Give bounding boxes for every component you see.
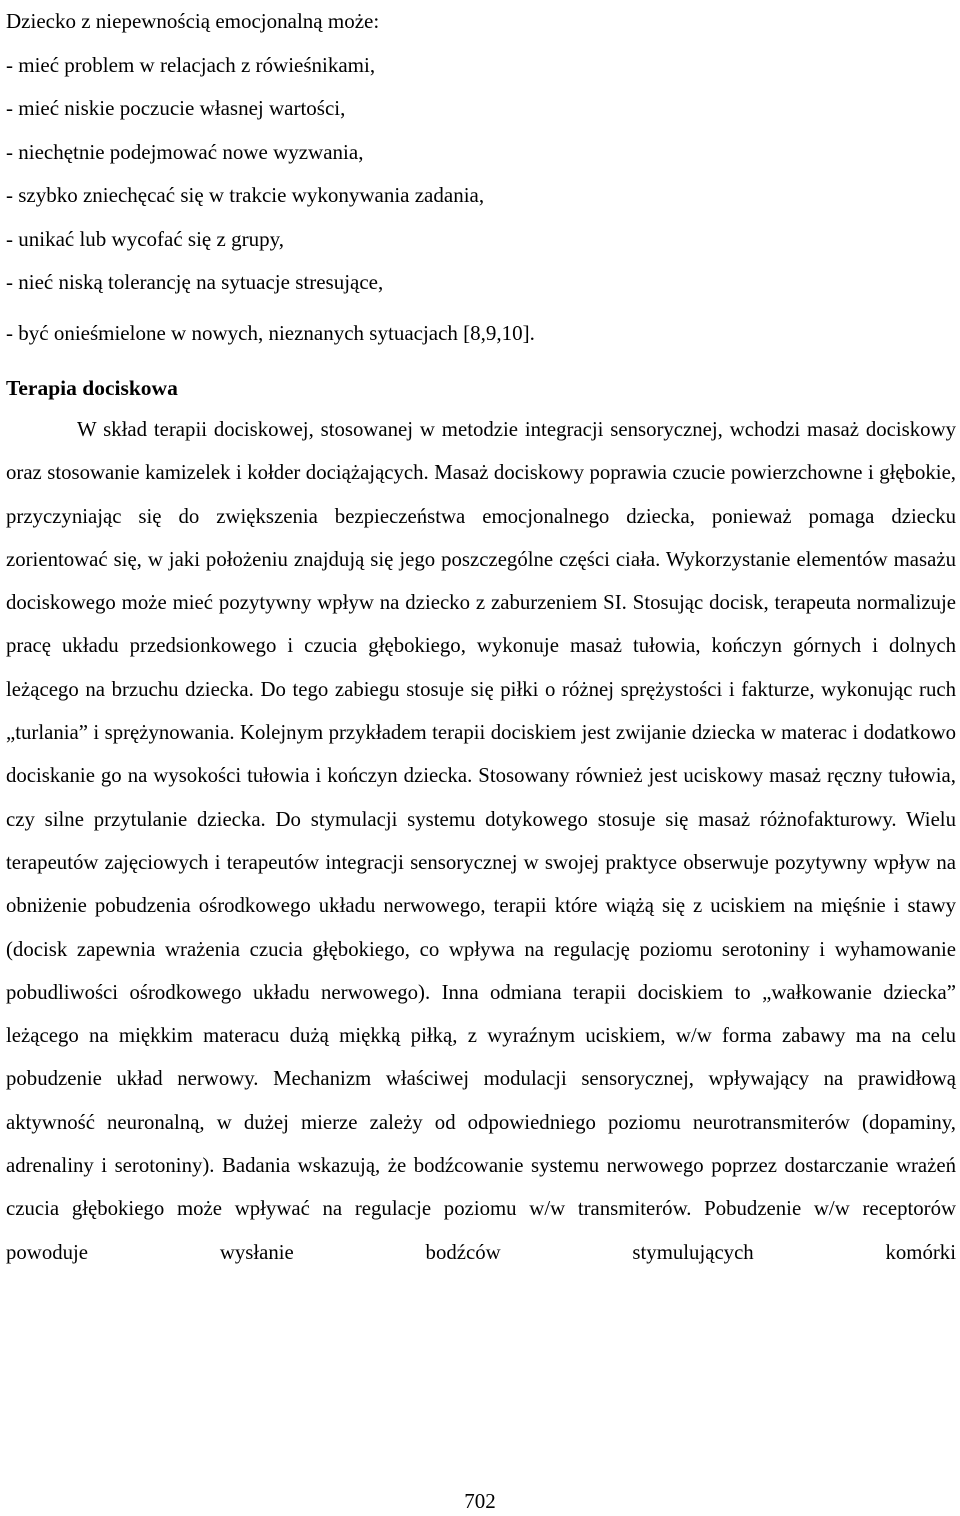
list-item: - być onieśmielone w nowych, nieznanych sytuacjach [8,9,10]. — [6, 320, 535, 345]
list-item: - unikać lub wycofać się z grupy, — [6, 226, 284, 251]
paragraph-text: W skład terapii dociskowej, stosowanej w metodzie integracji sensorycznej, wchodzi masaż dociskowy oraz stosowanie kamizelek i kołder dociążających. Masaż dociskowy poprawia czucie powierzchowne i głębokie, przyczyniając się do zwiększenia bezpieczeństwa emocjonalnego dziecka, ponieważ pomaga dziecku zorientować się, w jaki położeniu znajdują się jego poszczególne części ciała. Wykorzystanie elementów masażu dociskowego może mieć pozytywny wpływ na dziecko z zaburzeniem SI. Stosując docisk, terapeuta normalizuje pracę układu przedsionkowego i czucia głębokiego, wykonuje masaż tułowia, kończyn górnych i dolnych leżącego na brzuchu dziecka. Do tego zabiegu stosuje się piłki o różnej sprężystości i fakturze, wykonując ruch „turlania” i sprężynowania. Kolejnym przykładem terapii dociskiem jest zwijanie dziecka w materac i dodatkowo dociskanie go na wysokości tułowia i kończyn dziecka. Stosowany również jest uciskowy masaż ręczny tułowia, czy silne przytulanie dziecka. Do stymulacji systemu dotykowego stosuje się masaż różnofakturowy. Wielu terapeutów zajęciowych i terapeutów integracji sensorycznej w swojej praktyce obserwuje pozytywny wpływ na obniżenie pobudzenia ośrodkowego układu nerwowego, terapii które wiążą się z uciskiem na mięśnie i stawy (docisk zapewnia wrażenia czucia głębokiego, co wpływa na regulację poziomu serotoniny i wyhamowanie pobudliwości ośrodkowego układu nerwowego). Inna odmiana terapii dociskiem to „wałkowanie dziecka” leżącego na miękkim materacu dużą miękką piłką, z wyraźnym uciskiem, w/w forma zabawy ma na celu pobudzenie układ nerwowy. Mechanizm właściwej modulacji sensorycznej, wpływający na prawidłową aktywność neuronalną, w dużej mierze zależy od odpowiedniego poziomu neurotransmiterów (dopaminy, adrenaliny i serotoniny). Badania wskazują, że bodźcowanie systemu nerwowego poprzez dostarczanie wrażeń czucia głębokiego może wpływać na regulacje poziomu w/w transmiterów. Pobudzenie w/w receptorów powoduje wysłanie bodźców stymulujących komórki — [6, 418, 956, 1264]
list-item: - mieć niskie poczucie własnej wartości, — [6, 96, 346, 120]
list-item: - niechętnie podejmować nowe wyzwania, — [6, 139, 364, 164]
document-page — [6, 0, 956, 1274]
section-heading: Terapia dociskowa — [6, 376, 178, 400]
page-number: 702 — [464, 1489, 496, 1513]
list-item: - nieć niską tolerancję na sytuacje stresujące, — [6, 270, 384, 294]
list-item: - mieć problem w relacjach z rówieśnikami, — [6, 52, 376, 77]
body-paragraph — [6, 408, 956, 1274]
list-item: - szybko zniechęcać się w trakcie wykonywania zadania, — [6, 183, 485, 207]
intro-line: Dziecko z niepewnością emocjonalną może: — [6, 9, 380, 33]
